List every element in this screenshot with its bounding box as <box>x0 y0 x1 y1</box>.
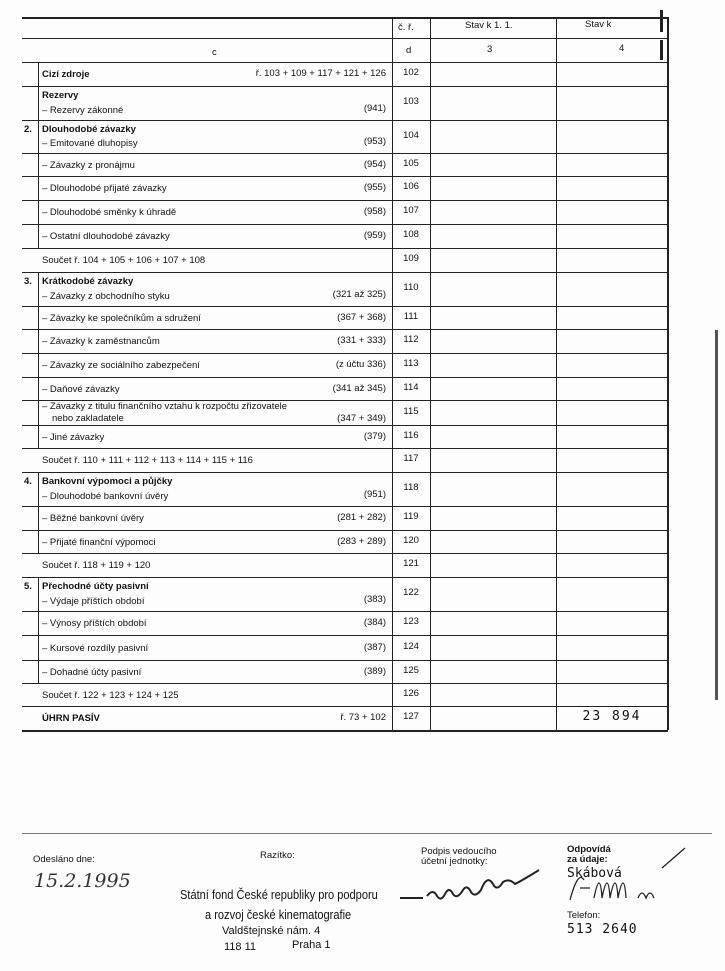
row-heading: Bankovní výpomoci a půjčky <box>42 476 173 487</box>
section-divider <box>38 506 39 531</box>
row-number: 120 <box>403 535 419 546</box>
responsible-name: Skábová <box>567 866 622 881</box>
row-number: 107 <box>403 205 419 216</box>
table-row <box>22 472 668 506</box>
row-account: (331 + 333) <box>337 335 386 346</box>
section-divider <box>38 611 39 636</box>
section-divider <box>38 224 39 249</box>
header-col-end: Stav k <box>585 19 612 30</box>
row-account: (379) <box>363 431 386 442</box>
row-number: 109 <box>403 253 419 264</box>
stamp-line-2: a rozvoj české kinematografie <box>205 907 352 922</box>
row-label: – Rezervy zákonné <box>42 105 124 116</box>
cell-start-value[interactable] <box>431 425 556 448</box>
row-label: – Výdaje příštích období <box>42 596 145 607</box>
row-label: Součet ř. 104 + 105 + 106 + 107 + 108 <box>42 255 206 266</box>
sent-label: Odesláno dne: <box>33 854 95 865</box>
row-account: (367 + 368) <box>337 312 386 323</box>
row-account: (953) <box>363 136 386 147</box>
cell-start-value[interactable] <box>431 86 556 120</box>
section-divider <box>38 153 39 177</box>
row-label: – Přijaté finanční výpomoci <box>42 537 156 548</box>
stamp-zip: 118 11 <box>224 941 257 953</box>
header-num-3: 3 <box>487 44 493 55</box>
row-heading: Přechodné účty pasivní <box>42 581 149 592</box>
sent-date: 15.2.1995 <box>34 870 131 892</box>
cell-start-value[interactable] <box>431 706 556 730</box>
table-row <box>22 86 668 120</box>
table-row <box>22 248 668 272</box>
row-number: 115 <box>403 406 419 417</box>
row-label: Součet ř. 118 + 119 + 120 <box>42 560 151 571</box>
row-label: – Daňové závazky <box>42 384 120 395</box>
row-number: 125 <box>403 665 419 676</box>
cell-start-value[interactable] <box>431 248 556 272</box>
row-number: 104 <box>403 130 419 141</box>
cell-start-value[interactable] <box>431 577 556 611</box>
row-label: – Dlouhodobé bankovní úvěry <box>42 491 169 502</box>
section-divider <box>38 660 39 684</box>
row-number: 110 <box>403 282 419 293</box>
row-number: 116 <box>403 430 419 441</box>
table-row <box>22 660 668 683</box>
row-account: (384) <box>363 617 386 628</box>
section-divider <box>38 306 39 330</box>
row-account: ř. 73 + 102 <box>340 712 386 723</box>
cell-end-value[interactable]: 23 894 <box>582 709 642 724</box>
table-row <box>22 353 668 377</box>
margin-mark <box>660 10 663 32</box>
scan-edge <box>715 330 718 700</box>
row-label: ÚHRN PASÍV <box>42 713 100 724</box>
cell-start-value[interactable] <box>431 329 556 353</box>
row-label: – Běžné bankovní úvěry <box>42 513 144 524</box>
signature-label-line: účetní jednotky: <box>421 856 488 867</box>
table-row <box>22 530 668 553</box>
row-number: 117 <box>403 453 419 464</box>
section-divider <box>38 120 39 154</box>
cell-start-value[interactable] <box>431 200 556 224</box>
row-label: – Výnosy příštích období <box>42 618 147 629</box>
table-row <box>22 577 668 611</box>
section-divider <box>38 329 39 354</box>
row-heading: – Závazky z titulu finančního vztahu k rozpočtu zřizovatele <box>42 401 288 412</box>
header-col-no: č. ř. <box>398 22 414 33</box>
table-row <box>22 400 668 425</box>
row-label: – Závazky ke společníkům a sdružení <box>42 313 201 324</box>
section-divider <box>38 635 39 661</box>
section-divider <box>38 176 39 201</box>
section-number: 2. <box>24 124 32 135</box>
table-row <box>22 200 668 224</box>
cell-start-value[interactable] <box>431 120 556 153</box>
row-number: 113 <box>403 358 419 369</box>
row-account: (955) <box>363 182 386 193</box>
stamp-line-1: Státní fond České republiky pro podporu <box>180 887 378 902</box>
phone-number: 513 2640 <box>567 922 638 937</box>
cell-start-value[interactable] <box>431 448 556 472</box>
table-row <box>22 377 668 400</box>
header-letter-d: d <box>406 45 412 56</box>
cell-start-value[interactable] <box>431 530 556 553</box>
section-divider <box>38 353 39 378</box>
section-divider <box>38 200 39 225</box>
row-rule <box>22 730 668 732</box>
row-number: 119 <box>403 511 419 522</box>
table-row <box>22 272 668 306</box>
responsible-signature <box>560 838 700 908</box>
stamp-line-3: Valdštejnské nám. 4 <box>222 925 321 937</box>
table-row <box>22 706 668 730</box>
row-heading: Dlouhodobé závazky <box>42 124 136 135</box>
table-row <box>22 425 668 448</box>
table-row <box>22 62 668 86</box>
margin-mark <box>660 40 663 60</box>
cell-start-value[interactable] <box>431 176 556 200</box>
stamp-label: Razítko: <box>260 850 295 861</box>
top-rule <box>22 17 668 19</box>
row-number: 105 <box>403 158 419 169</box>
section-divider <box>38 62 39 87</box>
phone-label: Telefon: <box>567 910 601 921</box>
table-row <box>22 635 668 660</box>
table-row <box>22 611 668 635</box>
cell-start-value[interactable] <box>431 272 556 306</box>
row-number: 123 <box>403 616 419 627</box>
header-rule <box>22 38 668 39</box>
row-account: ř. 103 + 109 + 117 + 121 + 126 <box>255 68 386 79</box>
row-label: Součet ř. 122 + 123 + 124 + 125 <box>42 690 179 701</box>
row-account: (z účtu 336) <box>335 359 386 370</box>
table-row <box>22 224 668 248</box>
section-number: 5. <box>24 581 32 592</box>
row-label: – Ostatní dlouhodobé závazky <box>42 231 170 242</box>
row-number: 112 <box>403 334 419 345</box>
cell-start-value[interactable] <box>431 611 556 635</box>
cell-start-value[interactable] <box>431 224 556 248</box>
section-divider <box>38 86 39 121</box>
row-number: 118 <box>403 482 419 493</box>
cell-start-value[interactable] <box>431 506 556 530</box>
section-divider <box>38 425 39 449</box>
row-heading: Krátkodobé závazky <box>42 276 134 287</box>
row-account: (389) <box>363 666 386 677</box>
signature-label <box>421 847 497 867</box>
table-row <box>22 120 668 153</box>
row-label: – Závazky ze sociálního zabezpečení <box>42 360 200 371</box>
cell-start-value[interactable] <box>431 553 556 577</box>
row-number: 127 <box>403 711 419 722</box>
row-label: – Emitované dluhopisy <box>42 138 138 149</box>
table-row <box>22 176 668 200</box>
header-col-start: Stav k 1. 1. <box>465 20 513 31</box>
row-number: 106 <box>403 181 419 192</box>
table-row <box>22 153 668 176</box>
table-row <box>22 448 668 472</box>
table-row <box>22 683 668 706</box>
header-num-4: 4 <box>619 43 625 54</box>
table-row <box>22 553 668 577</box>
responsible-label-line: za údaje: <box>567 854 608 865</box>
row-number: 108 <box>403 229 419 240</box>
row-account: (941) <box>363 103 386 114</box>
row-account: (341 až 345) <box>332 383 386 394</box>
signature-image <box>395 868 575 908</box>
table-row <box>22 506 668 530</box>
row-number: 103 <box>403 96 419 107</box>
section-divider <box>38 577 39 612</box>
section-divider <box>38 377 39 401</box>
cell-start-value[interactable] <box>431 635 556 660</box>
cell-start-value[interactable] <box>431 683 556 706</box>
signature-label-line: Podpis vedoucího <box>421 846 497 857</box>
row-label: – Dlouhodobé směnky k úhradě <box>42 207 177 218</box>
cell-start-value[interactable] <box>431 353 556 377</box>
section-number: 3. <box>24 276 32 287</box>
row-number: 111 <box>403 311 419 322</box>
footer-rule <box>22 833 712 834</box>
row-label: Součet ř. 110 + 111 + 112 + 113 + 114 + 115 + 116 <box>42 455 253 466</box>
cell-start-value[interactable] <box>431 62 556 86</box>
row-account: (954) <box>363 159 386 170</box>
row-account: (347 + 349) <box>337 413 386 424</box>
row-label: Cizí zdroje <box>42 69 90 80</box>
cell-start-value[interactable] <box>431 377 556 400</box>
responsible-label-line: Odpovídá <box>567 844 611 855</box>
row-heading: Rezervy <box>42 90 79 101</box>
row-number: 126 <box>403 688 419 699</box>
row-account: (958) <box>363 206 386 217</box>
row-number: 122 <box>403 587 419 598</box>
header-letter-c: c <box>212 47 217 58</box>
row-label: – Závazky z pronájmu <box>42 160 135 171</box>
row-account: (951) <box>363 489 386 500</box>
section-divider <box>38 400 39 426</box>
row-account: (281 + 282) <box>337 512 386 523</box>
row-label: – Dohadné účty pasivní <box>42 667 142 678</box>
row-number: 114 <box>403 382 419 393</box>
row-number: 102 <box>403 67 419 78</box>
row-number: 124 <box>403 641 419 652</box>
section-number: 4. <box>24 476 32 487</box>
row-account: (387) <box>363 642 386 653</box>
cell-start-value[interactable] <box>431 400 556 425</box>
row-label: – Závazky k zaměstnancům <box>42 336 160 347</box>
cell-start-value[interactable] <box>431 472 556 506</box>
section-divider <box>38 272 39 307</box>
table-row <box>22 306 668 329</box>
table-row <box>22 329 668 353</box>
row-account: (283 + 289) <box>337 536 386 547</box>
row-label: nebo zakladatele <box>52 413 124 424</box>
stamp-city: Praha 1 <box>292 939 331 951</box>
cell-start-value[interactable] <box>431 306 556 329</box>
row-label: – Dlouhodobé přijaté závazky <box>42 183 167 194</box>
row-label: – Jiné závazky <box>42 432 105 443</box>
section-divider <box>38 530 39 554</box>
row-account: (321 až 325) <box>332 289 386 300</box>
section-divider <box>38 472 39 507</box>
cell-start-value[interactable] <box>431 153 556 176</box>
row-label: – Závazky z obchodního styku <box>42 291 170 302</box>
row-account: (959) <box>363 230 386 241</box>
cell-start-value[interactable] <box>431 660 556 683</box>
row-account: (383) <box>363 594 386 605</box>
row-number: 121 <box>403 558 419 569</box>
row-label: – Kursové rozdíly pasivní <box>42 643 149 654</box>
